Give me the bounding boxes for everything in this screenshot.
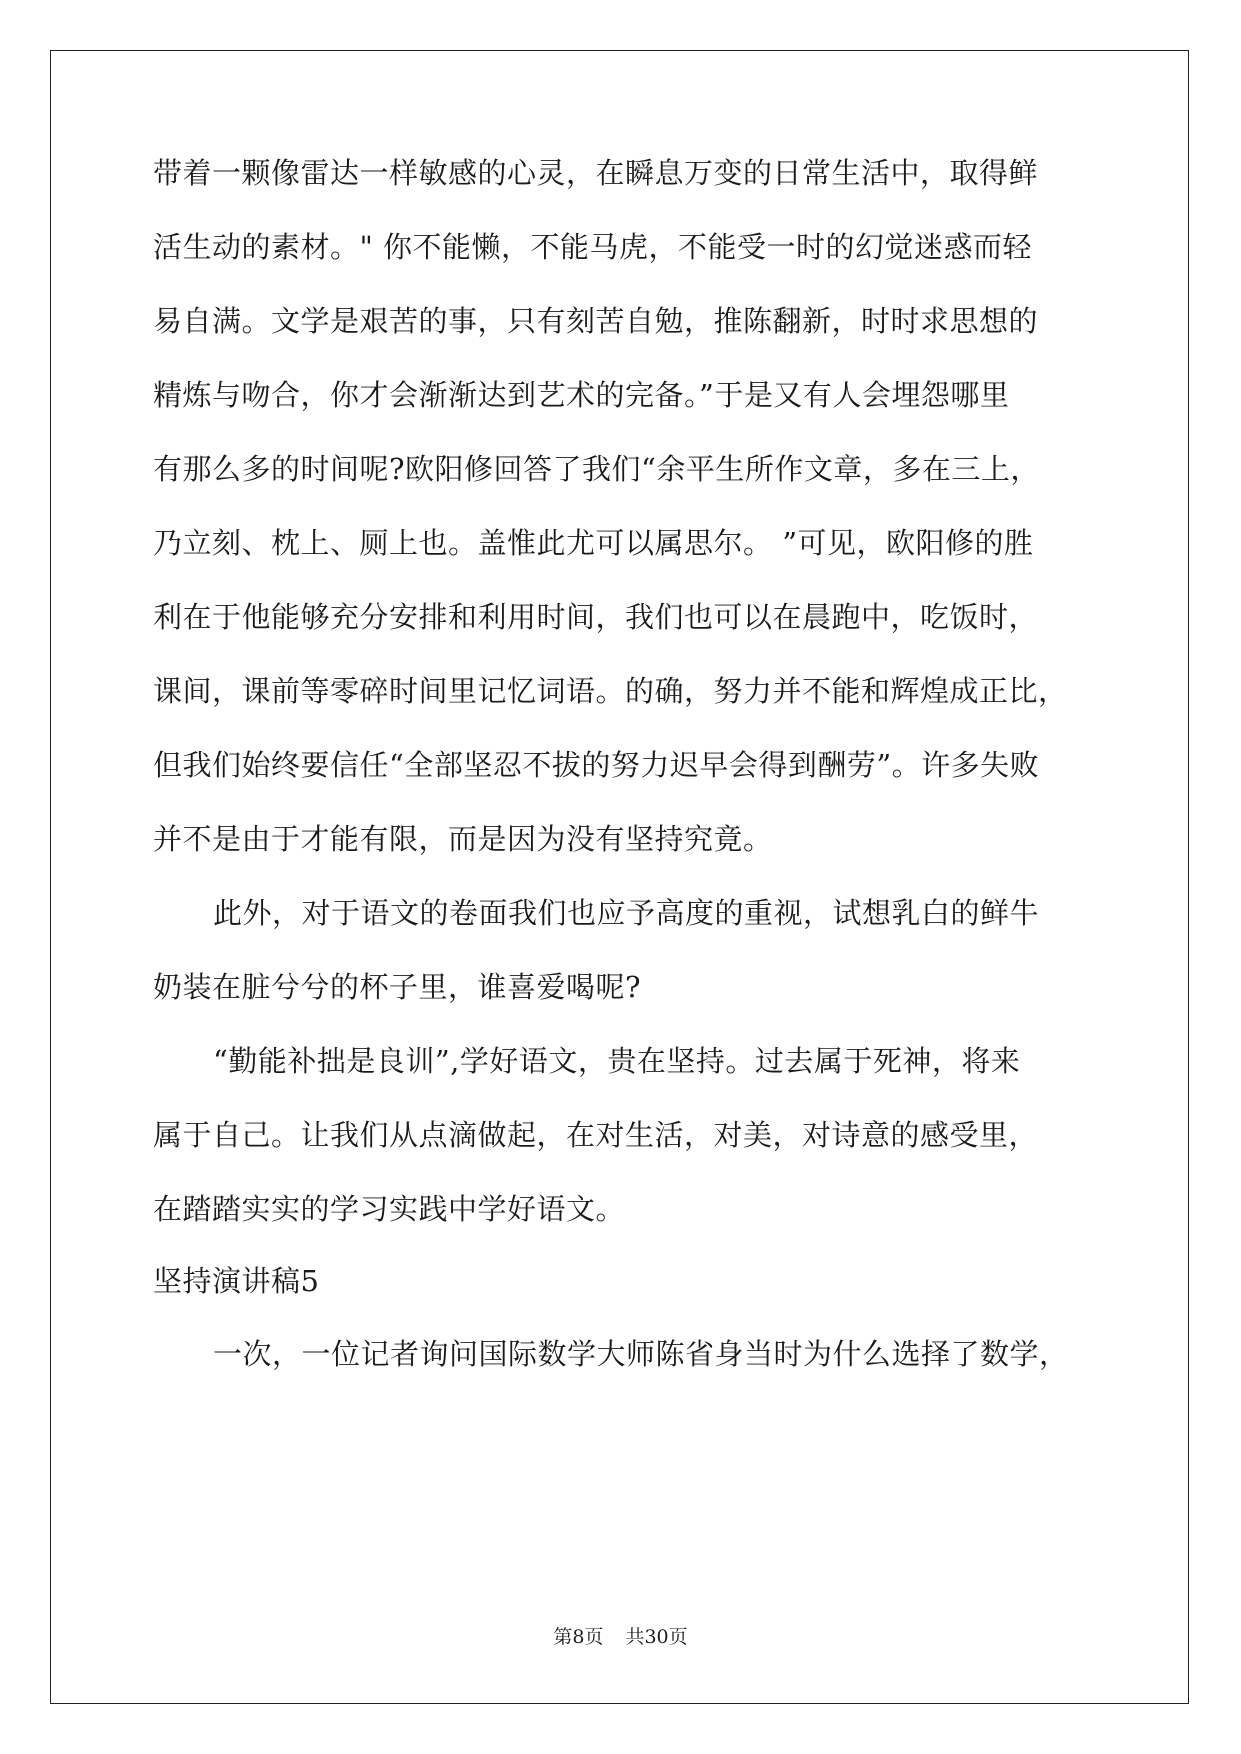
text-line: 带着一颗像雷达一样敏感的心灵，在瞬息万变的日常生活中，取得鲜 xyxy=(153,156,1039,190)
page-number: 第8页 xyxy=(553,1626,604,1648)
text-line: 易自满。文学是艰苦的事，只有刻苦自勉，推陈翻新，时时求思想的 xyxy=(153,304,1039,338)
paragraph-start-line: 此外，对于语文的卷面我们也应予高度的重视，试想乳白的鲜牛 xyxy=(213,896,1040,930)
section-heading: 坚持演讲稿5 xyxy=(153,1264,320,1298)
text-line: 课间，课前等零碎时间里记忆词语。的确，努力并不能和辉煌成正比， xyxy=(153,674,1068,708)
text-line: 但我们始终要信任“全部坚忍不拔的努力迟早会得到酬劳”。许多失败 xyxy=(153,748,1040,782)
text-line: 有那么多的时间呢?欧阳修回答了我们“余平生所作文章，多在三上， xyxy=(153,452,1040,486)
page-footer xyxy=(0,1625,1241,1649)
text-line: 活生动的素材。" 你不能懒，不能马虎，不能受一时的幻觉迷惑而轻 xyxy=(153,230,1033,264)
page-total: 共30页 xyxy=(625,1626,688,1648)
paragraph-start-line: “勤能补拙是良训”,学好语文，贵在坚持。过去属于死神，将来 xyxy=(213,1044,1021,1078)
text-line: 奶装在脏兮兮的杯子里，谁喜爱喝呢? xyxy=(153,970,642,1004)
page-border xyxy=(50,50,1189,1704)
paragraph-start-line: 一次，一位记者询问国际数学大师陈省身当时为什么选择了数学， xyxy=(213,1337,1069,1371)
text-line: 乃立刻、枕上、厕上也。盖惟此尤可以属思尔。 ”可见，欧阳修的胜 xyxy=(153,526,1034,560)
text-line: 并不是由于才能有限，而是因为没有坚持究竟。 xyxy=(153,822,773,856)
text-line: 精炼与吻合，你才会渐渐达到艺术的完备。”于是又有人会埋怨哪里 xyxy=(153,378,1010,412)
text-line: 属于自己。让我们从点滴做起，在对生活，对美，对诗意的感受里， xyxy=(153,1118,1039,1152)
text-line: 利在于他能够充分安排和利用时间，我们也可以在晨跑中，吃饭时， xyxy=(153,600,1039,634)
text-line: 在踏踏实实的学习实践中学好语文。 xyxy=(153,1192,626,1226)
